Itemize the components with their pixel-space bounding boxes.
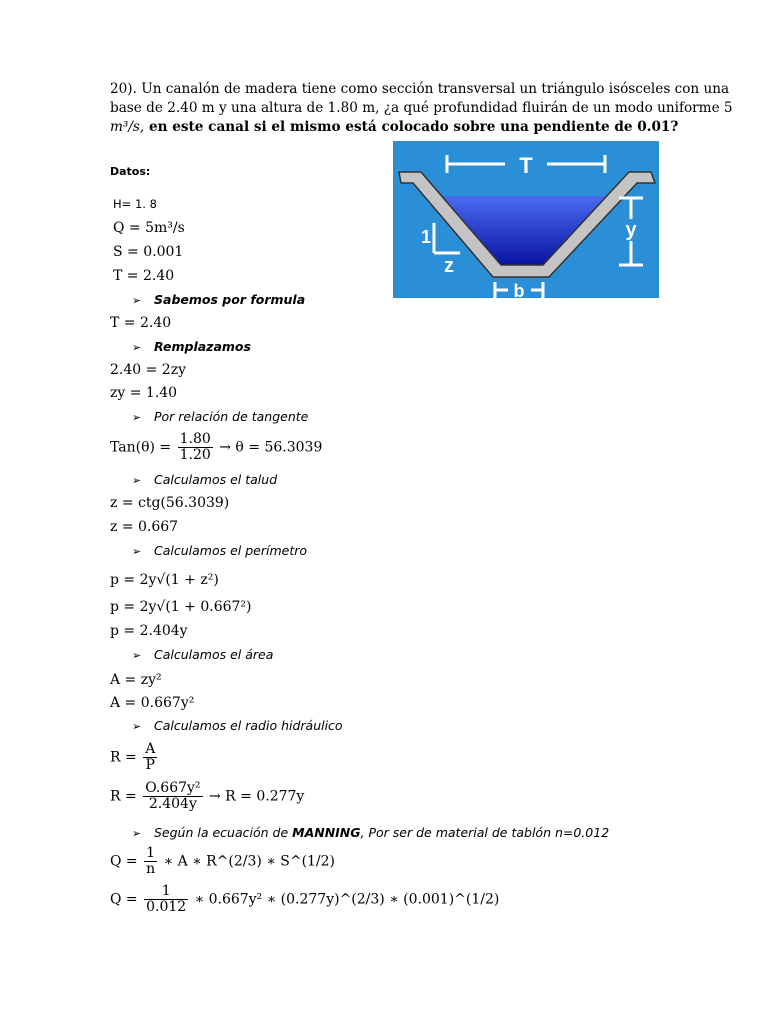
step-7-eq-2: R = $\frac{\text{O.667y²}}{2.404y}$ → R = 0.277y [110,780,305,812]
label-z: z [444,255,454,277]
datos-h: H= 1. 8 [113,197,157,211]
label-y: y [625,219,637,241]
step-5-heading: ➢ Calculamos el perímetro [132,543,308,558]
step-4-eq-1: z = ctg(56.3039) [110,495,230,511]
step-3-eq: Tan(θ) = $\frac{1.80}{1.20}$ → θ = 56.3039 [110,431,323,463]
step-6-eq-1: A = zy² [110,672,162,688]
problem-unit: m³/s, [110,119,145,135]
step-6-heading: ➢ Calculamos el área [132,647,274,662]
step-2-eq-2: zy = 1.40 [110,385,178,401]
step-5-eq-3: p = 2.404y [110,623,188,639]
step-1-eq: T = 2.40 [110,315,172,331]
step-4-heading: ➢ Calculamos el talud [132,472,278,487]
datos-s: S = 0.001 [113,244,184,260]
label-1: 1 [420,227,432,247]
step-4-eq-2: z = 0.667 [110,519,179,535]
step-8-eq-1: Q = $\frac{1}{n}$ ∗ A ∗ R^(2/3) ∗ S^(1/2) [110,845,336,877]
step-1-heading: ➢ Sabemos por formula [132,292,306,307]
step-3-heading: ➢ Por relación de tangente [132,409,309,424]
problem-line-3 [110,118,679,137]
step-2-eq-1: 2.40 = 2zy [110,362,186,378]
step-6-eq-2: A = 0.667y² [110,695,195,711]
problem-statement [110,80,733,137]
step-7-heading: ➢ Calculamos el radio hidráulico [132,718,343,733]
step-8-heading: ➢ Según la ecuación de MANNING, Por ser de material de tablón n=0.012 [132,825,610,840]
label-b: b [513,281,525,298]
problem-line-3-rest: en este canal si el mismo está colocado sobre una pendiente de 0.01? [144,119,679,135]
problem-line-1: 20). Un canalón de madera tiene como sección transversal un triángulo isósceles con una [110,81,730,97]
label-T: T [519,153,533,178]
step-8-eq-2: Q = $\frac{1}{0.012}$ ∗ 0.667y² ∗ (0.277y)^(2/3) ∗ (0.001)^(1/2) [110,883,500,915]
step-2-heading: ➢ Remplazamos [132,339,251,354]
channel-diagram [393,141,659,298]
step-5-eq-1: p = 2y√(1 + z²) [110,572,219,588]
step-7-eq-1: R = $\frac{A}{P}$ [110,741,156,773]
datos-q: Q = 5m³/s [113,220,185,236]
step-5-eq-2: p = 2y√(1 + 0.667²) [110,599,252,615]
datos-t: T = 2.40 [113,268,175,284]
problem-line-2: base de 2.40 m y una altura de 1.80 m, ¿a qué profundidad fluirán de un modo uniforme 5 [110,100,733,116]
datos-heading: Datos: [110,165,151,178]
